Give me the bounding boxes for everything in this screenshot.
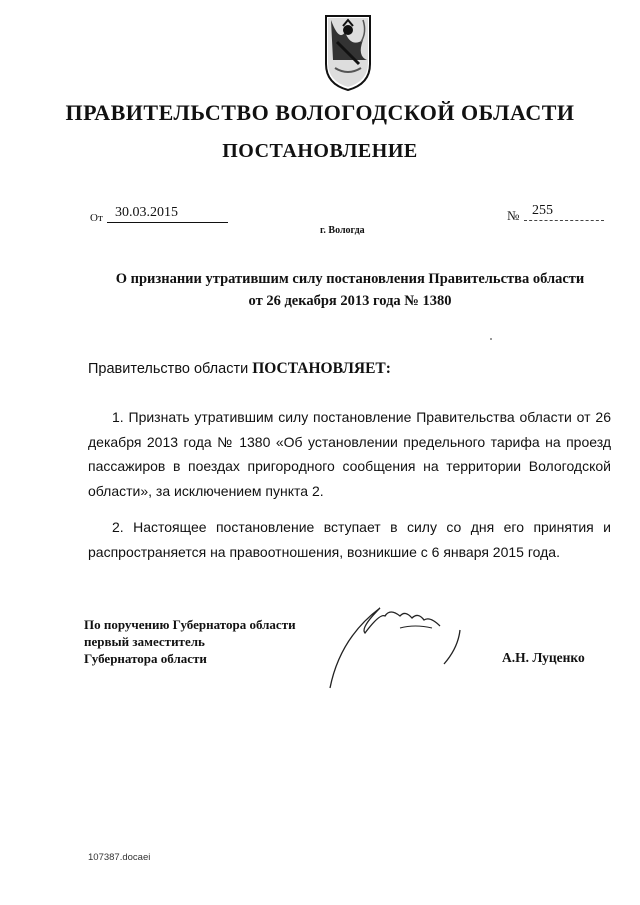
decree-line	[88, 360, 391, 378]
paragraph-2-text: 2. Настоящее постановление вступает в силу со дня его принятия и распространяется на правоотношения, возникшие с 6 января 2015 года.	[88, 519, 611, 560]
decree-word: ПОСТАНОВЛЯЕТ:	[252, 360, 391, 377]
title-line-2: от 26 декабря 2013 года № 1380	[248, 293, 452, 309]
scan-dot	[490, 338, 492, 340]
handwritten-signature	[320, 598, 480, 698]
document-number: 255	[524, 203, 604, 221]
paragraph-1	[88, 405, 611, 503]
organization-title: ПРАВИТЕЛЬСТВО ВОЛОГОДСКОЙ ОБЛАСТИ	[65, 100, 575, 125]
number-prefix: №	[507, 208, 520, 223]
document-date: 30.03.2015	[107, 205, 228, 223]
signatory-line-2: первый заместитель	[84, 634, 205, 649]
paragraph-1-text: 1. Признать утратившим силу постановление Правительства области от 26 декабря 2013 года № 1380 «Об установлении предельного тарифа на проезд пассажиров в поездах пригородного сообщения на территории Вологодской области», за исключением пункта 2.	[88, 409, 611, 499]
document-title	[70, 268, 630, 312]
signatory-name: А.Н. Луценко	[502, 650, 585, 665]
date-prefix: От	[90, 212, 103, 224]
signatory-position	[84, 616, 296, 667]
file-reference: 107387.docaei	[88, 852, 151, 863]
document-type: ПОСТАНОВЛЕНИЕ	[222, 140, 418, 162]
city: г. Вологда	[320, 225, 365, 236]
signatory-line-1: По поручению Губернатора области	[84, 617, 296, 632]
title-line-1: О признании утратившим силу постановления Правительства области	[115, 271, 585, 287]
coat-of-arms-icon	[323, 12, 373, 92]
signatory-line-3: Губернатора области	[84, 651, 207, 666]
decree-prefix: Правительство области	[88, 361, 249, 377]
paragraph-2	[88, 515, 611, 564]
